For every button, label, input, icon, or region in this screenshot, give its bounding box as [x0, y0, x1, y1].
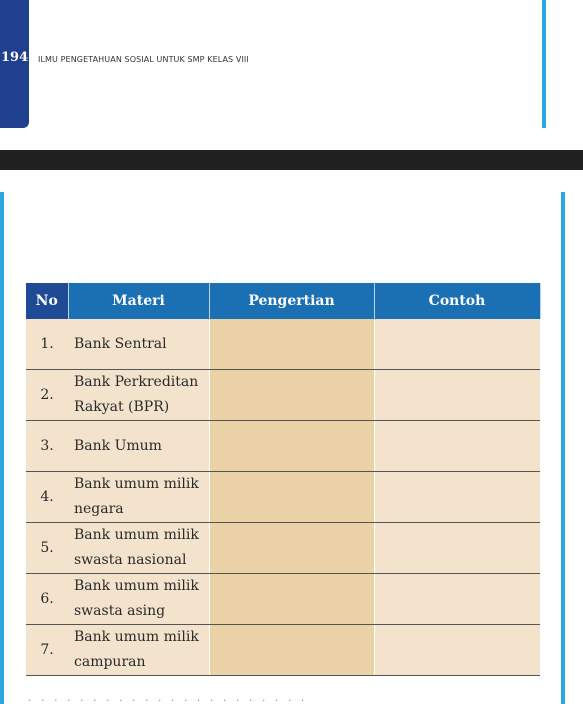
pengertian-cell[interactable] [209, 370, 374, 421]
table-header-row [26, 283, 540, 319]
table-row [26, 319, 540, 370]
left-accent-rule [0, 192, 4, 704]
table-row [26, 472, 540, 523]
table-row [26, 370, 540, 421]
materi-cell: Bank umum milik campuran [68, 625, 209, 676]
cut-off-text-line: · · · · · · · · · · · · · · · · · · · · · · [28, 694, 308, 704]
table-row [26, 421, 540, 472]
dark-band [0, 150, 583, 170]
row-number: 5. [26, 523, 68, 574]
materi-cell: Bank umum milik negara [68, 472, 209, 523]
running-head: ILMU PENGETAHUAN SOSIAL UNTUK SMP KELAS VIII [38, 55, 249, 64]
page-number: 194 [1, 50, 29, 65]
contoh-cell[interactable] [374, 574, 540, 625]
contoh-cell[interactable] [374, 421, 540, 472]
row-number: 1. [26, 319, 68, 370]
materi-cell: Bank Perkreditan Rakyat (BPR) [68, 370, 209, 421]
column-header-materi: Materi [68, 283, 209, 319]
row-number: 7. [26, 625, 68, 676]
materi-cell: Bank umum milik swasta asing [68, 574, 209, 625]
activity-table [26, 283, 541, 676]
contoh-cell[interactable] [374, 523, 540, 574]
table-row [26, 625, 540, 676]
contoh-cell[interactable] [374, 625, 540, 676]
pengertian-cell[interactable] [209, 574, 374, 625]
contoh-cell[interactable] [374, 472, 540, 523]
materi-cell: Bank Umum [68, 421, 209, 472]
row-number: 2. [26, 370, 68, 421]
materi-cell: Bank Sentral [68, 319, 209, 370]
materi-cell: Bank umum milik swasta nasional [68, 523, 209, 574]
pengertian-cell[interactable] [209, 523, 374, 574]
column-header-no: No [26, 283, 68, 319]
column-header-pengertian: Pengertian [209, 283, 374, 319]
contoh-cell[interactable] [374, 319, 540, 370]
right-accent-rule [561, 192, 565, 704]
pengertian-cell[interactable] [209, 625, 374, 676]
table-row [26, 523, 540, 574]
table-row [26, 574, 540, 625]
row-number: 4. [26, 472, 68, 523]
pengertian-cell[interactable] [209, 319, 374, 370]
row-number: 6. [26, 574, 68, 625]
column-header-contoh: Contoh [374, 283, 540, 319]
row-number: 3. [26, 421, 68, 472]
contoh-cell[interactable] [374, 370, 540, 421]
page-number-tab [0, 0, 29, 128]
pengertian-cell[interactable] [209, 421, 374, 472]
top-divider-rule [542, 0, 546, 128]
pengertian-cell[interactable] [209, 472, 374, 523]
